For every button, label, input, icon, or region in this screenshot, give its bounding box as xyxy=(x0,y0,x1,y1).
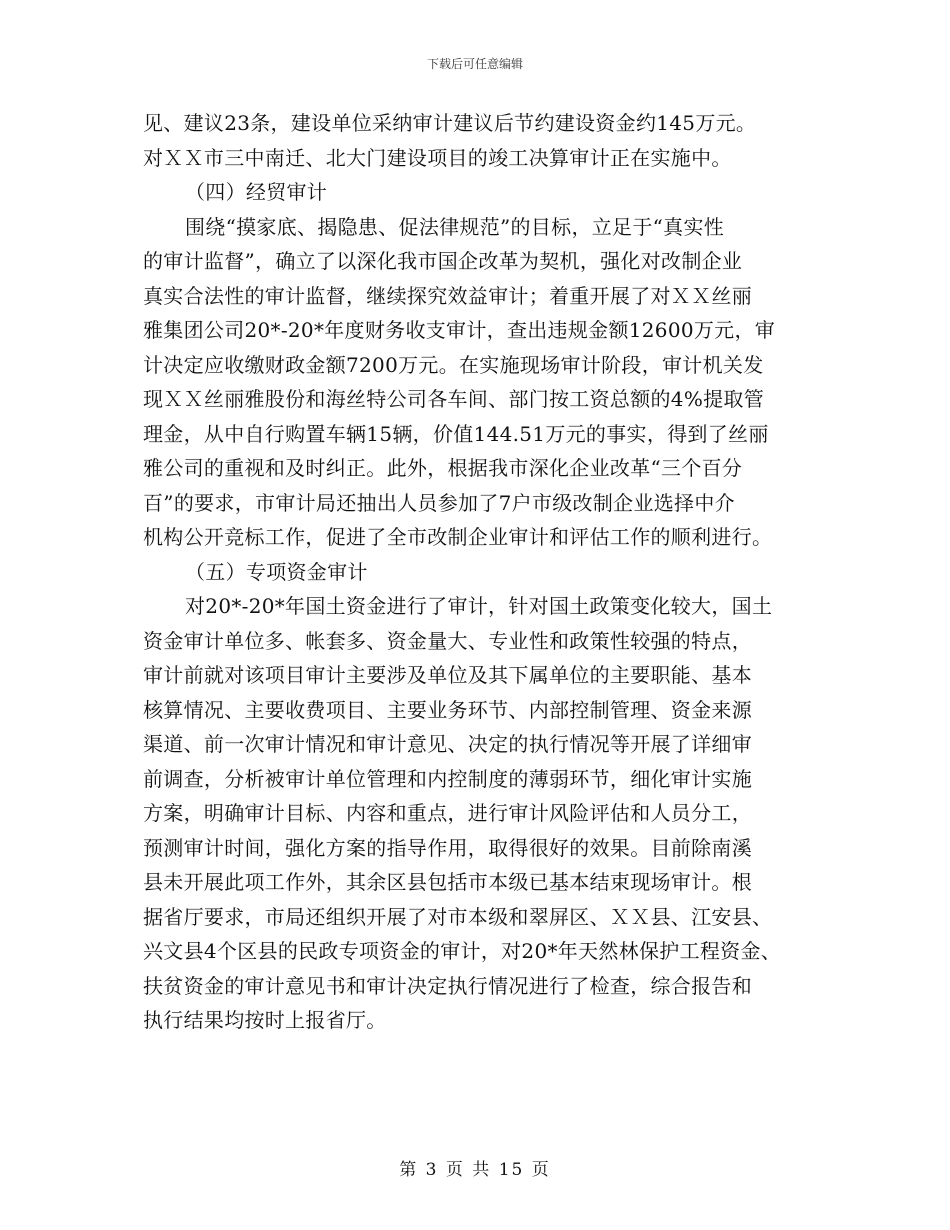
text-line: 审计前就对该项目审计主要涉及单位及其下属单位的主要职能、基本 xyxy=(143,663,752,687)
text-line: 雅公司的重视和及时纠正。此外，根据我市深化企业改革“三个百分 xyxy=(143,456,743,480)
text-line: 据省厅要求，市局还组织开展了对市本级和翠屏区、ＸＸ县、江安县、 xyxy=(143,904,773,929)
text-line: 县未开展此项工作外，其余区县包括市本级已基本结束现场审计。根 xyxy=(143,870,752,894)
text-line: 见、建议23条，建设单位采纳审计建议后节约建设资金约145万元。 xyxy=(143,111,757,135)
page-header: 下载后可任意编辑 xyxy=(426,57,523,71)
text-line: 机构公开竞标工作，促进了全市改制企业审计和评估工作的顺利进行。 xyxy=(143,525,773,549)
text-line: 真实合法性的审计监督，继续探究效益审计；着重开展了对ＸＸ丝丽 xyxy=(143,283,752,308)
text-line: 核算情况、主要收费项目、主要业务环节、内部控制管理、资金来源 xyxy=(143,697,752,722)
section-heading: （五）专项资金审计 xyxy=(185,559,368,584)
section-heading: （四）经贸审计 xyxy=(185,180,328,204)
text-line: 的审计监督”，确立了以深化我市国企改革为契机，强化对改制企业 xyxy=(143,249,743,273)
text-line: 方案，明确审计目标、内容和重点，进行审计风险评估和人员分工， xyxy=(143,801,752,825)
text-line: 百”的要求，市审计局还抽出人员参加了7户市级改制企业选择中介 xyxy=(143,490,735,515)
text-line: 扶贫资金的审计意见书和审计决定执行情况进行了检查，综合报告和 xyxy=(143,973,752,998)
text-line: 计决定应收缴财政金额7200万元。在实施现场审计阶段，审计机关发 xyxy=(143,352,764,377)
text-line: 兴文县4个区县的民政专项资金的审计，对20*年天然林保护工程资金、 xyxy=(143,939,782,963)
page-footer: 第 3 页 共 15 页 xyxy=(399,1160,551,1180)
text-line: 资金审计单位多、帐套多、资金量大、专业性和政策性较强的特点， xyxy=(143,628,752,653)
text-line: 对20*-20*年国土资金进行了审计，针对国土政策变化较大，国土 xyxy=(185,594,773,618)
text-line: 执行结果均按时上报省厅。 xyxy=(143,1008,387,1032)
text-line: 围绕“摸家底、揭隐患、促法律规范”的目标，立足于“真实性 xyxy=(185,214,725,239)
text-line: 渠道、前一次审计情况和审计意见、决定的执行情况等开展了详细审 xyxy=(143,732,752,756)
text-line: 理金，从中自行购置车辆15辆，价值144.51万元的事实，得到了丝丽 xyxy=(143,421,769,446)
text-line: 现ＸＸ丝丽雅股份和海丝特公司各车间、部门按工资总额的4%提取管 xyxy=(143,387,765,411)
text-line: 预测审计时间，强化方案的指导作用，取得很好的效果。目前除南溪 xyxy=(143,835,752,860)
text-line: 对ＸＸ市三中南迁、北大门建设项目的竣工决算审计正在实施中。 xyxy=(143,145,732,170)
text-line: 雅集团公司20*-20*年度财务收支审计，查出违规金额12600万元，审 xyxy=(143,318,776,342)
text-line: 前调查，分析被审计单位管理和内控制度的薄弱环节，细化审计实施 xyxy=(143,766,752,791)
